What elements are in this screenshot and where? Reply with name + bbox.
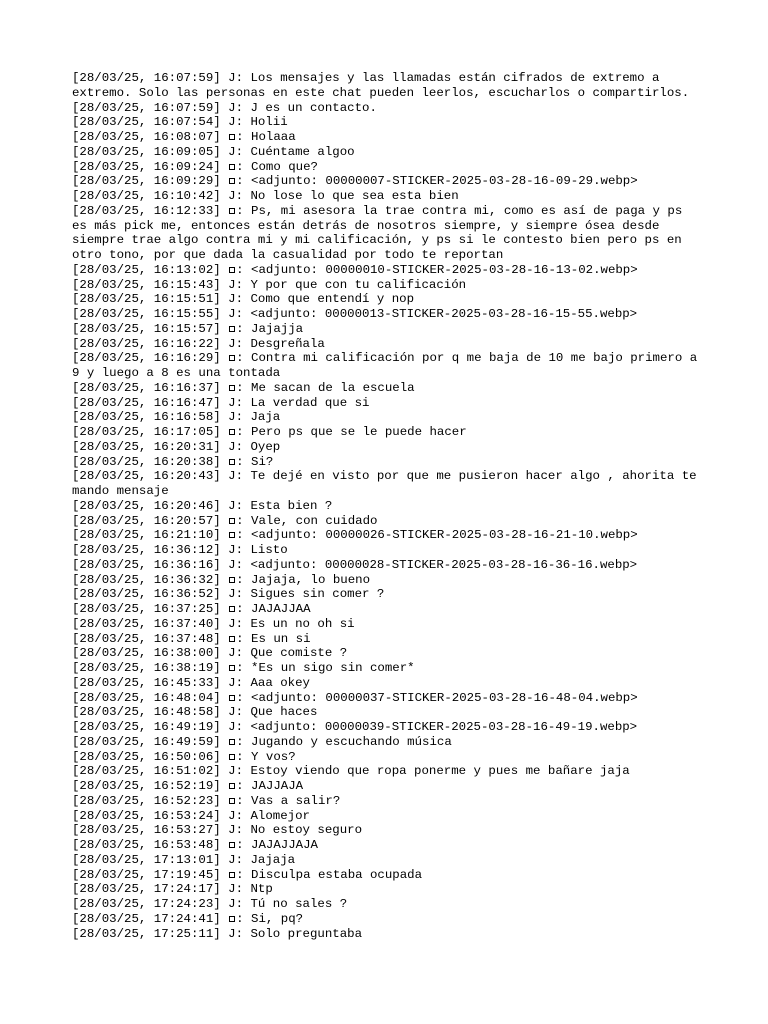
message-sender: J	[228, 439, 236, 454]
message-text: Jajaja, lo bueno	[251, 572, 371, 587]
message-timestamp: [28/03/25, 16:09:24]	[72, 159, 221, 174]
message-timestamp: [28/03/25, 16:15:57]	[72, 321, 221, 336]
chat-message: [28/03/25, 16:08:07] : Holaaa	[72, 130, 296, 144]
message-timestamp: [28/03/25, 16:38:00]	[72, 646, 221, 661]
message-sender: J	[228, 823, 236, 838]
unknown-sender-glyph-icon	[229, 164, 235, 170]
message-timestamp: [28/03/25, 16:16:29]	[72, 351, 221, 366]
message-timestamp: [28/03/25, 16:38:19]	[72, 661, 221, 675]
message-timestamp: [28/03/25, 16:20:46]	[72, 498, 221, 513]
chat-message: [28/03/25, 16:16:29] : Contra mi calificación por q me baja de 10 me bajo primero a 9 y luego a 8 es una tontada	[72, 351, 705, 380]
unknown-sender-glyph-icon	[229, 606, 235, 612]
chat-message: [28/03/25, 17:24:23] J: Tú no sales ?	[72, 897, 348, 911]
unknown-sender-glyph-icon	[229, 842, 235, 848]
chat-message: [28/03/25, 17:25:11] J: Solo preguntaba	[72, 926, 363, 941]
message-text: <adjunto: 00000037-STICKER-2025-03-28-16-48-04.webp>	[251, 690, 638, 705]
message-text: Te dejé en visto por que me pusieron hacer algo , ahorita te mando mensaje	[72, 469, 705, 498]
message-text: No lose lo que sea esta bien	[250, 189, 459, 203]
message-timestamp: [28/03/25, 16:50:06]	[72, 749, 221, 764]
chat-message: [28/03/25, 17:13:01] J: Jajaja	[72, 852, 296, 867]
message-sender: J	[228, 144, 236, 159]
message-timestamp: [28/03/25, 16:20:57]	[72, 513, 221, 528]
message-text: Que haces	[250, 705, 318, 720]
message-sender: J	[228, 616, 236, 631]
unknown-sender-glyph-icon	[229, 739, 235, 745]
message-sender: J	[228, 498, 236, 513]
chat-message: [28/03/25, 16:16:37] : Me sacan de la escuela	[72, 380, 415, 395]
unknown-sender-glyph-icon	[229, 798, 235, 804]
message-sender: J	[228, 764, 236, 779]
message-timestamp: [28/03/25, 16:37:40]	[72, 616, 221, 631]
message-timestamp: [28/03/25, 16:20:43]	[72, 469, 221, 484]
message-sender: J	[228, 543, 236, 557]
chat-message: [28/03/25, 16:49:59] : Jugando y escuchando música	[72, 734, 452, 749]
message-timestamp: [28/03/25, 16:15:55]	[72, 307, 221, 321]
chat-message: [28/03/25, 16:52:19] : JAJJAJA	[72, 779, 304, 793]
message-timestamp: [28/03/25, 16:07:59]	[72, 71, 221, 85]
chat-message: [28/03/25, 16:15:57] : Jajajja	[72, 321, 304, 336]
message-timestamp: [28/03/25, 16:53:24]	[72, 808, 221, 823]
message-text: Vas a salir?	[251, 793, 341, 808]
message-sender: J	[228, 705, 236, 720]
message-text: Desgreñala	[250, 336, 325, 351]
message-timestamp: [28/03/25, 16:52:23]	[72, 793, 221, 808]
unknown-sender-glyph-icon	[229, 577, 235, 583]
message-timestamp: [28/03/25, 16:13:02]	[72, 262, 221, 277]
message-timestamp: [28/03/25, 16:36:16]	[72, 557, 221, 572]
message-timestamp: [28/03/25, 16:16:47]	[72, 395, 221, 410]
message-text: Jajaja	[250, 852, 296, 867]
chat-message: [28/03/25, 16:48:04] : <adjunto: 00000037-STICKER-2025-03-28-16-48-04.webp>	[72, 690, 638, 705]
message-text: J es un contacto.	[250, 100, 377, 115]
chat-message: [28/03/25, 16:50:06] : Y vos?	[72, 749, 296, 764]
message-sender: J	[228, 808, 236, 823]
message-text: <adjunto: 00000007-STICKER-2025-03-28-16-09-29.webp>	[251, 174, 638, 189]
chat-message: [28/03/25, 16:20:38] : Si?	[72, 454, 274, 469]
message-text: Jaja	[250, 410, 281, 425]
message-text: Cuéntame algoo	[250, 144, 355, 159]
message-sender: J	[228, 292, 236, 307]
chat-message: [28/03/25, 16:45:33] J: Aaa okey	[72, 675, 310, 690]
message-sender: J	[228, 277, 236, 292]
chat-message: [28/03/25, 16:38:19] : *Es un sigo sin comer*	[72, 661, 415, 675]
chat-message: [28/03/25, 16:07:54] J: Holii	[72, 115, 288, 130]
unknown-sender-glyph-icon	[229, 636, 235, 642]
chat-message: [28/03/25, 16:48:58] J: Que haces	[72, 705, 318, 720]
message-sender: J	[228, 469, 236, 484]
message-timestamp: [28/03/25, 17:24:41]	[72, 911, 221, 926]
chat-message: [28/03/25, 17:24:17] J: Ntp	[72, 882, 273, 897]
message-text: Como que entendí y nop	[250, 292, 415, 307]
chat-message: [28/03/25, 16:16:47] J: La verdad que si	[72, 395, 370, 410]
chat-message: [28/03/25, 16:15:51] J: Como que entendí y nop	[72, 292, 415, 307]
unknown-sender-glyph-icon	[229, 355, 235, 361]
message-timestamp: [28/03/25, 17:19:45]	[72, 867, 221, 882]
message-text: Solo preguntaba	[250, 926, 363, 941]
message-timestamp: [28/03/25, 16:53:27]	[72, 823, 221, 838]
message-text: Es un si	[251, 631, 311, 646]
message-text: <adjunto: 00000013-STICKER-2025-03-28-16-15-55.webp>	[250, 307, 638, 321]
message-timestamp: [28/03/25, 16:48:04]	[72, 690, 221, 705]
message-timestamp: [28/03/25, 16:16:58]	[72, 410, 221, 425]
chat-message: [28/03/25, 16:07:59] J: Los mensajes y las llamadas están cifrados de extremo a extremo. Solo las personas en este chat pueden leerlos, escucharlos o compartirlos.	[72, 71, 690, 100]
unknown-sender-glyph-icon	[229, 754, 235, 760]
chat-message: [28/03/25, 16:15:43] J: Y por que con tu calificación	[72, 277, 467, 292]
message-text: Si, pq?	[251, 911, 304, 926]
chat-message: [28/03/25, 16:53:24] J: Alomejor	[72, 808, 310, 823]
message-sender: J	[228, 557, 236, 572]
chat-message: [28/03/25, 16:36:32] : Jajaja, lo bueno	[72, 572, 371, 587]
chat-message: [28/03/25, 17:19:45] : Disculpa estaba ocupada	[72, 867, 423, 882]
chat-message: [28/03/25, 16:38:00] J: Que comiste ?	[72, 646, 348, 661]
message-timestamp: [28/03/25, 16:15:43]	[72, 277, 221, 292]
unknown-sender-glyph-icon	[229, 267, 235, 273]
chat-message: [28/03/25, 16:07:59] J: J es un contacto.	[72, 100, 377, 115]
message-text: No estoy seguro	[250, 823, 363, 838]
message-text: Ntp	[250, 882, 273, 897]
message-text: <adjunto: 00000039-STICKER-2025-03-28-16-49-19.webp>	[250, 720, 638, 734]
message-timestamp: [28/03/25, 16:07:54]	[72, 115, 221, 130]
message-timestamp: [28/03/25, 16:10:42]	[72, 189, 221, 203]
unknown-sender-glyph-icon	[229, 178, 235, 184]
chat-message: [28/03/25, 16:37:25] : JAJAJJAA	[72, 602, 311, 616]
message-text: *Es un sigo sin comer*	[251, 661, 415, 675]
chat-message: [28/03/25, 16:16:22] J: Desgreñala	[72, 336, 325, 351]
message-text: Estoy viendo que ropa ponerme y pues me bañare jaja	[250, 764, 630, 779]
message-text: Y por que con tu calificación	[250, 277, 467, 292]
message-timestamp: [28/03/25, 17:24:17]	[72, 882, 221, 897]
message-sender: J	[228, 897, 236, 911]
chat-message: [28/03/25, 16:36:16] J: <adjunto: 00000028-STICKER-2025-03-28-16-36-16.webp>	[72, 557, 638, 572]
message-timestamp: [28/03/25, 16:49:59]	[72, 734, 221, 749]
message-timestamp: [28/03/25, 16:09:05]	[72, 144, 221, 159]
chat-message: [28/03/25, 16:15:55] J: <adjunto: 00000013-STICKER-2025-03-28-16-15-55.webp>	[72, 307, 638, 321]
message-sender: J	[228, 926, 236, 941]
unknown-sender-glyph-icon	[229, 872, 235, 878]
message-timestamp: [28/03/25, 16:09:29]	[72, 174, 221, 189]
message-timestamp: [28/03/25, 16:20:38]	[72, 454, 221, 469]
message-timestamp: [28/03/25, 16:16:22]	[72, 336, 221, 351]
chat-message: [28/03/25, 16:17:05] : Pero ps que se le puede hacer	[72, 425, 467, 439]
chat-transcript	[72, 71, 705, 941]
message-timestamp: [28/03/25, 16:48:58]	[72, 705, 221, 720]
chat-message: [28/03/25, 16:16:58] J: Jaja	[72, 410, 281, 425]
message-text: Y vos?	[251, 749, 296, 764]
message-sender: J	[228, 675, 236, 690]
chat-message: [28/03/25, 16:20:43] J: Te dejé en visto por que me pusieron hacer algo , ahorita te mando mensaje	[72, 469, 705, 498]
chat-message: [28/03/25, 16:53:27] J: No estoy seguro	[72, 823, 363, 838]
message-text: Aaa okey	[250, 675, 310, 690]
message-timestamp: [28/03/25, 16:15:51]	[72, 292, 221, 307]
unknown-sender-glyph-icon	[229, 459, 235, 465]
message-text: Ps, mi asesora la trae contra mi, como es así de paga y ps es más pick me, entonces están detrás de nosotros siempre, y siempre ósea desde siempre trae algo contra mi y mi calificación, y ps si le contesto bien pero ps en otro tono, por que dada la casualidad por todo te reportan	[72, 203, 690, 262]
message-text: JAJAJJAJA	[251, 838, 318, 852]
message-timestamp: [28/03/25, 16:53:48]	[72, 838, 221, 852]
message-text: Tú no sales ?	[250, 897, 348, 911]
message-text: Jugando y escuchando música	[251, 734, 452, 749]
message-sender: J	[228, 100, 236, 115]
chat-message: [28/03/25, 16:13:02] : <adjunto: 00000010-STICKER-2025-03-28-16-13-02.webp>	[72, 262, 638, 277]
message-text: Si?	[251, 454, 274, 469]
unknown-sender-glyph-icon	[229, 783, 235, 789]
message-sender: J	[228, 587, 236, 602]
message-text: <adjunto: 00000026-STICKER-2025-03-28-16-21-10.webp>	[251, 528, 638, 543]
message-text: Disculpa estaba ocupada	[251, 867, 423, 882]
chat-message: [28/03/25, 16:21:10] : <adjunto: 00000026-STICKER-2025-03-28-16-21-10.webp>	[72, 528, 638, 543]
message-timestamp: [28/03/25, 17:13:01]	[72, 852, 221, 867]
message-timestamp: [28/03/25, 16:36:52]	[72, 587, 221, 602]
message-timestamp: [28/03/25, 16:51:02]	[72, 764, 221, 779]
chat-message: [28/03/25, 16:09:05] J: Cuéntame algoo	[72, 144, 355, 159]
unknown-sender-glyph-icon	[229, 518, 235, 524]
message-timestamp: [28/03/25, 16:49:19]	[72, 720, 221, 734]
message-text: La verdad que si	[250, 395, 370, 410]
message-text: Esta bien ?	[250, 498, 333, 513]
message-text: Contra mi calificación por q me baja de 10 me bajo primero a 9 y luego a 8 es una tontada	[72, 351, 705, 380]
message-text: Sigues sin comer ?	[250, 587, 385, 602]
chat-message: [28/03/25, 17:24:41] : Si, pq?	[72, 911, 304, 926]
message-timestamp: [28/03/25, 16:21:10]	[72, 528, 221, 543]
message-text: Oyep	[250, 439, 281, 454]
message-text: Alomejor	[250, 808, 310, 823]
message-sender: J	[228, 882, 236, 897]
message-sender: J	[228, 71, 236, 85]
message-sender: J	[228, 336, 236, 351]
message-timestamp: [28/03/25, 16:45:33]	[72, 675, 221, 690]
unknown-sender-glyph-icon	[229, 916, 235, 922]
chat-message: [28/03/25, 16:36:52] J: Sigues sin comer ?	[72, 587, 385, 602]
unknown-sender-glyph-icon	[229, 532, 235, 538]
message-text: Como que?	[251, 159, 318, 174]
message-timestamp: [28/03/25, 16:37:25]	[72, 602, 221, 616]
message-text: Vale, con cuidado	[251, 513, 378, 528]
chat-message: [28/03/25, 16:12:33] : Ps, mi asesora la trae contra mi, como es así de paga y ps es más pick me, entonces están detrás de nosotros siempre, y siempre ósea desde siempre trae algo contra mi y mi calificación, y ps si le contesto bien pero ps en otro tono, por que dada la casualidad por todo te reportan	[72, 203, 690, 262]
message-timestamp: [28/03/25, 17:24:23]	[72, 897, 221, 911]
chat-message: [28/03/25, 16:20:31] J: Oyep	[72, 439, 281, 454]
chat-message: [28/03/25, 16:09:24] : Como que?	[72, 159, 318, 174]
chat-message: [28/03/25, 16:20:57] : Vale, con cuidado	[72, 513, 378, 528]
message-sender: J	[228, 395, 236, 410]
message-timestamp: [28/03/25, 16:07:59]	[72, 100, 221, 115]
chat-message: [28/03/25, 16:51:02] J: Estoy viendo que ropa ponerme y pues me bañare jaja	[72, 764, 630, 779]
message-timestamp: [28/03/25, 16:36:12]	[72, 543, 221, 557]
message-text: <adjunto: 00000028-STICKER-2025-03-28-16-36-16.webp>	[250, 557, 638, 572]
message-sender: J	[228, 852, 236, 867]
message-text: Es un no oh si	[250, 616, 355, 631]
chat-message: [28/03/25, 16:37:40] J: Es un no oh si	[72, 616, 355, 631]
chat-message: [28/03/25, 16:10:42] J: No lose lo que sea esta bien	[72, 189, 459, 203]
unknown-sender-glyph-icon	[229, 665, 235, 671]
message-timestamp: [28/03/25, 16:52:19]	[72, 779, 221, 793]
chat-message: [28/03/25, 16:37:48] : Es un si	[72, 631, 311, 646]
chat-message: [28/03/25, 16:49:19] J: <adjunto: 00000039-STICKER-2025-03-28-16-49-19.webp>	[72, 720, 638, 734]
message-sender: J	[228, 189, 236, 203]
unknown-sender-glyph-icon	[229, 695, 235, 701]
message-timestamp: [28/03/25, 16:20:31]	[72, 439, 221, 454]
unknown-sender-glyph-icon	[229, 326, 235, 332]
chat-message: [28/03/25, 16:20:46] J: Esta bien ?	[72, 498, 333, 513]
message-timestamp: [28/03/25, 16:36:32]	[72, 572, 221, 587]
message-sender: J	[228, 307, 236, 321]
message-timestamp: [28/03/25, 16:37:48]	[72, 631, 221, 646]
message-sender: J	[228, 720, 236, 734]
message-text: Me sacan de la escuela	[251, 380, 415, 395]
message-text: JAJJAJA	[251, 779, 304, 793]
unknown-sender-glyph-icon	[229, 429, 235, 435]
chat-message: [28/03/25, 16:53:48] : JAJAJJAJA	[72, 838, 318, 852]
message-sender: J	[228, 410, 236, 425]
message-text: Holaaa	[251, 130, 296, 144]
message-sender: J	[228, 115, 236, 130]
unknown-sender-glyph-icon	[229, 208, 235, 214]
message-sender: J	[228, 646, 236, 661]
message-text: Jajajja	[251, 321, 304, 336]
message-text: <adjunto: 00000010-STICKER-2025-03-28-16-13-02.webp>	[251, 262, 638, 277]
message-timestamp: [28/03/25, 16:08:07]	[72, 130, 221, 144]
chat-message: [28/03/25, 16:36:12] J: Listo	[72, 543, 288, 557]
chat-message: [28/03/25, 16:09:29] : <adjunto: 00000007-STICKER-2025-03-28-16-09-29.webp>	[72, 174, 638, 189]
unknown-sender-glyph-icon	[229, 385, 235, 391]
message-text: Pero ps que se le puede hacer	[251, 425, 467, 439]
message-text: Que comiste ?	[250, 646, 348, 661]
message-timestamp: [28/03/25, 16:12:33]	[72, 203, 221, 218]
message-text: Los mensajes y las llamadas están cifrados de extremo a extremo. Solo las personas en este chat pueden leerlos, escucharlos o compartirlos.	[72, 71, 690, 100]
chat-message: [28/03/25, 16:52:23] : Vas a salir?	[72, 793, 341, 808]
message-text: JAJAJJAA	[251, 602, 311, 616]
unknown-sender-glyph-icon	[229, 134, 235, 140]
message-timestamp: [28/03/25, 16:16:37]	[72, 380, 221, 395]
message-text: Listo	[250, 543, 288, 557]
message-timestamp: [28/03/25, 16:17:05]	[72, 425, 221, 439]
message-text: Holii	[250, 115, 288, 130]
message-timestamp: [28/03/25, 17:25:11]	[72, 926, 221, 941]
